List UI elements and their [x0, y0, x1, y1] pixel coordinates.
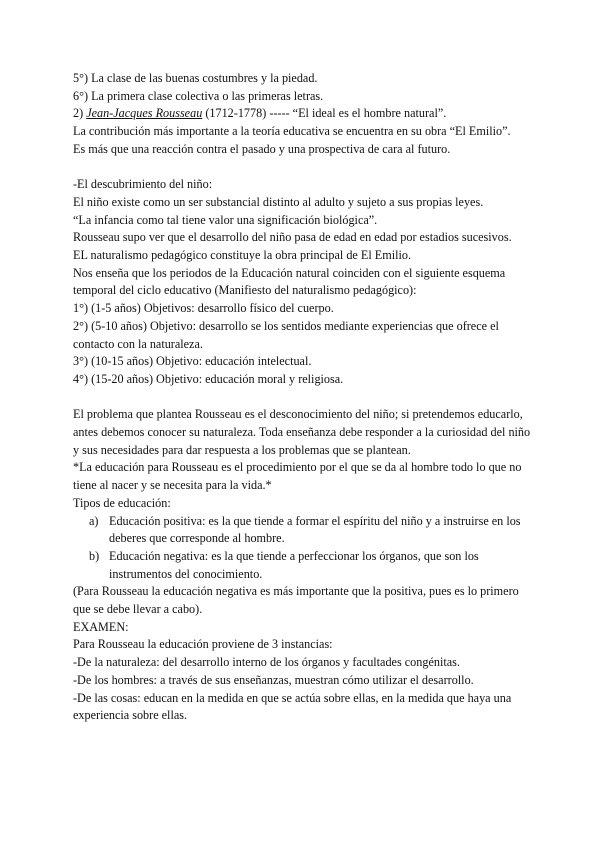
- text-line: instrumentos del conocimiento.: [109, 566, 263, 581]
- list-item: [73, 513, 533, 548]
- text-line: temporal del ciclo educativo (Manifiesto del naturalismo pedagógico):: [73, 283, 417, 298]
- text-line: *La educación para Rousseau es el procedimiento por el que se da al hombre todo lo que no: [73, 460, 522, 475]
- list-item: [73, 548, 533, 583]
- text-line: -De los hombres: a través de sus enseñanzas, muestran cómo utilizar el desarrollo.: [73, 672, 474, 687]
- text-line: Nos enseña que los periodos de la Educación natural coinciden con el siguiente esquema: [73, 265, 506, 280]
- text-line: La contribución más importante a la teoría educativa se encuentra en su obra “El Emilio”.: [73, 124, 511, 139]
- list-marker: a): [89, 513, 99, 528]
- text-line: Tipos de educación:: [73, 495, 171, 510]
- text-line: EL naturalismo pedagógico constituye la obra principal de El Emilio.: [73, 248, 411, 263]
- text-fragment: (1712-1778) ----- “El ideal es el hombre natural”.: [202, 106, 447, 121]
- text-line: Para Rousseau la educación proviene de 3 instancias:: [73, 637, 333, 652]
- document-body: [73, 70, 533, 725]
- text-line: experiencia sobre ellas.: [73, 708, 188, 723]
- text-line: y sus necesidades para dar respuesta a los problemas que se plantean.: [73, 442, 411, 457]
- text-line: El niño existe como un ser substancial distinto al adulto y sujeto a sus propias leyes.: [73, 194, 484, 209]
- blank-line: [73, 389, 533, 407]
- text-line: 4°) (15-20 años) Objetivo: educación moral y religiosa.: [73, 371, 344, 386]
- text-line: Educación negativa: es la que tiende a perfeccionar los órganos, que son los: [109, 548, 479, 563]
- blank-line: [73, 159, 533, 177]
- text-line: antes debemos conocer su naturaleza. Toda enseñanza debe responder a la curiosidad del niño: [73, 425, 531, 440]
- text-line: 1°) (1-5 años) Objetivos: desarrollo físico del cuerpo.: [73, 301, 334, 316]
- text-line: (Para Rousseau la educación negativa es más importante que la positiva, pues es lo primero: [73, 584, 519, 599]
- text-line: [73, 105, 533, 123]
- text-line: que se debe llevar a cabo).: [73, 602, 203, 617]
- text-line: Rousseau supo ver que el desarrollo del niño pasa de edad en edad por estadios sucesivos.: [73, 230, 512, 245]
- text-line: -De las cosas: educan en la medida en que se actúa sobre ellas, en la medida que haya una: [73, 690, 512, 705]
- text-line: tiene al nacer y se necesita para la vida.*: [73, 478, 272, 493]
- text-fragment: 2): [73, 106, 87, 121]
- text-line: Es más que una reacción contra el pasado y una prospectiva de cara al futuro.: [73, 141, 451, 156]
- list-marker: b): [89, 548, 100, 563]
- section-heading: EXAMEN:: [73, 619, 129, 634]
- text-line: 6°) La primera clase colectiva o las primeras letras.: [73, 88, 324, 103]
- author-name: Jean-Jacques Rousseau: [86, 106, 203, 121]
- list-item-body: [109, 513, 533, 548]
- text-line: 5°) La clase de las buenas costumbres y la piedad.: [73, 71, 318, 85]
- text-line: 3°) (10-15 años) Objetivo: educación intelectual.: [73, 354, 312, 369]
- text-line: Educación positiva: es la que tiende a formar el espíritu del niño y a instruirse en los: [109, 513, 521, 528]
- text-line: El problema que plantea Rousseau es el desconocimiento del niño; si pretendemos educarlo,: [73, 407, 523, 422]
- text-line: “La infancia como tal tiene valor una significación biológica”.: [73, 212, 378, 227]
- section-heading: -El descubrimiento del niño:: [73, 177, 213, 192]
- list-item-body: [109, 548, 533, 583]
- text-line: -De la naturaleza: del desarrollo interno de los órganos y facultades congénitas.: [73, 655, 460, 670]
- text-line: deberes que corresponde al hombre.: [109, 531, 285, 546]
- text-line: 2°) (5-10 años) Objetivo: desarrollo se los sentidos mediante experiencias que ofrece el: [73, 318, 499, 333]
- text-line: contacto con la naturaleza.: [73, 336, 203, 351]
